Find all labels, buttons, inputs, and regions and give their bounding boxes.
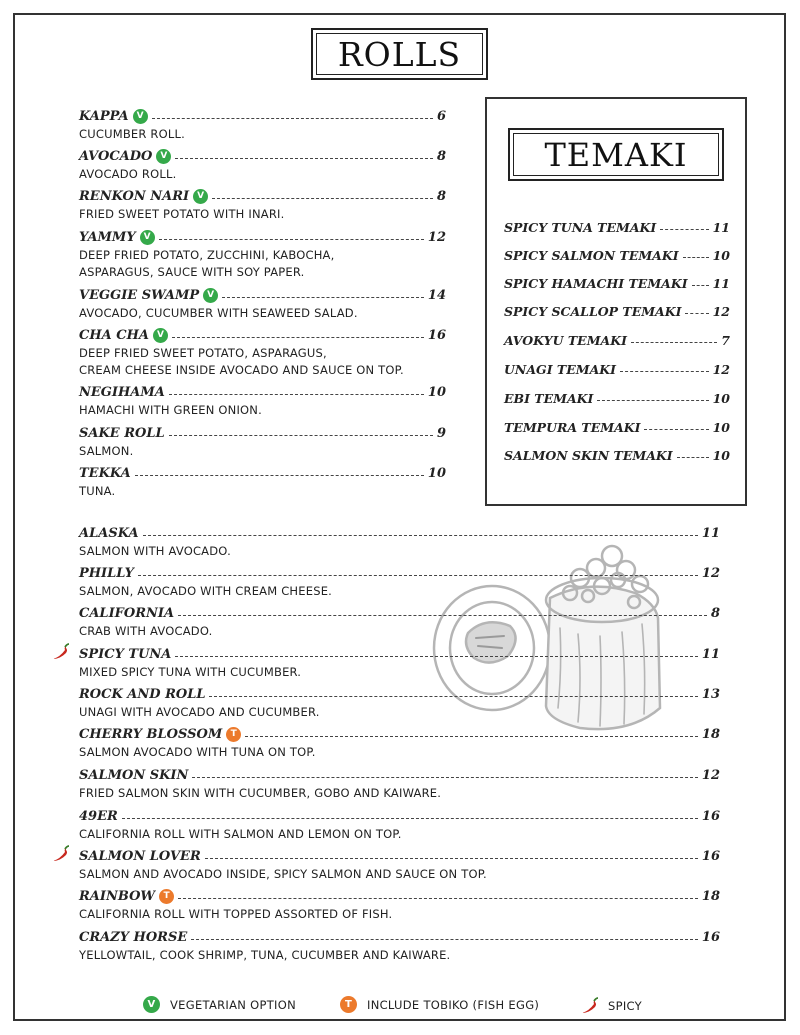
item-name: KAPPA [79, 109, 129, 124]
legend-label: VEGETARIAN OPTION [170, 997, 296, 1012]
item-price: 12 [427, 230, 446, 245]
rolls-title: ROLLS [337, 35, 462, 74]
chili-pepper-icon [51, 844, 71, 864]
menu-item-sake-roll [79, 424, 446, 460]
leader-dots [169, 394, 424, 395]
item-description: TUNA. [79, 484, 116, 498]
leader-dots [135, 475, 424, 476]
leader-dots [685, 313, 708, 314]
vegetarian-icon: V [133, 109, 148, 124]
item-name: SPICY SALMON TEMAKI [504, 247, 679, 263]
item-price: 14 [427, 288, 446, 303]
item-price: 18 [701, 889, 720, 904]
item-price: 10 [712, 390, 730, 406]
item-price: 7 [721, 332, 730, 348]
item-description: SALMON. [79, 444, 134, 458]
item-price: 9 [436, 426, 446, 441]
menu-item-yammy [79, 228, 446, 281]
vegetarian-icon: V [203, 288, 218, 303]
item-name: TEKKA [79, 466, 131, 481]
item-name: SPICY TUNA [79, 647, 172, 662]
temaki-item-spicy-salmon [504, 246, 730, 264]
tobiko-icon: T [226, 727, 241, 742]
item-name: SALMON SKIN [79, 768, 189, 783]
item-name: SPICY TUNA TEMAKI [504, 219, 657, 235]
item-name: SAKE ROLL [79, 426, 165, 441]
menu-item-philly [79, 564, 720, 600]
leader-dots [122, 818, 698, 819]
rolls-title-box [311, 28, 488, 80]
item-name: NEGIHAMA [79, 385, 165, 400]
leader-dots [212, 198, 433, 199]
item-description: HAMACHI WITH GREEN ONION. [79, 403, 262, 417]
vegetarian-icon: V [153, 328, 168, 343]
menu-item-rock-and-roll [79, 685, 720, 721]
item-price: 10 [427, 385, 446, 400]
temaki-item-spicy-hamachi [504, 274, 730, 292]
item-price: 8 [436, 189, 446, 204]
legend-tobiko [340, 996, 539, 1013]
item-name: VEGGIE SWAMP [79, 288, 200, 303]
leader-dots [175, 656, 698, 657]
menu-item-tekka [79, 464, 446, 500]
item-name: UNAGI TEMAKI [504, 361, 616, 377]
legend-spicy [580, 996, 642, 1016]
item-price: 12 [701, 566, 720, 581]
item-description: SALMON AND AVOCADO INSIDE, SPICY SALMON AND SAUCE ON TOP. [79, 867, 487, 881]
item-name: RENKON NARI [79, 189, 190, 204]
tobiko-icon: T [340, 996, 357, 1013]
menu-item-spicy-tuna [79, 645, 720, 681]
vegetarian-icon: V [140, 230, 155, 245]
legend-label: SPICY [608, 999, 642, 1013]
item-description: MIXED SPICY TUNA WITH CUCUMBER. [79, 665, 302, 679]
item-name: ROCK AND ROLL [79, 687, 206, 702]
leader-dots [191, 939, 698, 940]
menu-item-salmon-lover [79, 847, 720, 883]
leader-dots [205, 858, 698, 859]
item-name: AVOCADO [79, 149, 153, 164]
item-price: 10 [712, 419, 730, 435]
item-name: CALIFORNIA [79, 606, 175, 621]
leader-dots [677, 457, 709, 458]
item-price: 10 [712, 247, 730, 263]
chili-pepper-icon [51, 642, 71, 662]
item-price: 12 [712, 303, 730, 319]
item-description: SALMON AVOCADO WITH TUNA ON TOP. [79, 745, 316, 759]
leader-dots [175, 158, 433, 159]
item-name: AVOKYU TEMAKI [504, 332, 627, 348]
item-description: YELLOWTAIL, COOK SHRIMP, TUNA, CUCUMBER AND KAIWARE. [79, 948, 451, 962]
item-description: UNAGI WITH AVOCADO AND CUCUMBER. [79, 705, 320, 719]
menu-item-crazy-horse [79, 928, 720, 964]
item-description: CALIFORNIA ROLL WITH TOPPED ASSORTED OF FISH. [79, 907, 393, 921]
item-description: DEEP FRIED SWEET POTATO, ASPARAGUS, CREAM CHEESE INSIDE AVOCADO AND SAUCE ON TOP. [79, 346, 404, 377]
leader-dots [172, 337, 424, 338]
item-description: SALMON, AVOCADO WITH CREAM CHEESE. [79, 584, 333, 598]
item-name: CRAZY HORSE [79, 930, 188, 945]
menu-item-salmon-skin [79, 766, 720, 802]
menu-item-kappa [79, 107, 446, 143]
item-description: DEEP FRIED POTATO, ZUCCHINI, KABOCHA, ASPARAGUS, SAUCE WITH SOY PAPER. [79, 248, 335, 279]
item-name: ALASKA [79, 526, 139, 541]
leader-dots [692, 285, 709, 286]
item-price: 16 [701, 809, 720, 824]
leader-dots [178, 615, 707, 616]
vegetarian-icon: V [193, 189, 208, 204]
item-name: EBI TEMAKI [504, 390, 594, 406]
temaki-item-spicy-tuna [504, 218, 730, 236]
item-price: 6 [436, 109, 446, 124]
item-name: SPICY HAMACHI TEMAKI [504, 275, 688, 291]
leader-dots [597, 400, 708, 401]
item-price: 18 [701, 727, 720, 742]
item-price: 16 [701, 849, 720, 864]
item-price: 8 [436, 149, 446, 164]
item-name: SALMON LOVER [79, 849, 201, 864]
menu-item-cha-cha [79, 326, 446, 379]
item-price: 11 [712, 275, 730, 291]
item-price: 10 [427, 466, 446, 481]
temaki-item-ebi [504, 389, 730, 407]
item-name: PHILLY [79, 566, 134, 581]
temaki-item-spicy-scallop [504, 302, 730, 320]
item-description: AVOCADO ROLL. [79, 167, 177, 181]
leader-dots [245, 736, 698, 737]
leader-dots [138, 575, 698, 576]
item-price: 16 [701, 930, 720, 945]
vegetarian-icon: V [156, 149, 171, 164]
tobiko-icon: T [159, 889, 174, 904]
menu-item-avocado [79, 147, 446, 183]
item-name: 49ER [79, 809, 118, 824]
item-price: 16 [427, 328, 446, 343]
temaki-item-salmon-skin [504, 446, 730, 464]
leader-dots [192, 777, 698, 778]
temaki-title: TEMAKI [544, 136, 688, 174]
item-price: 8 [710, 606, 720, 621]
item-description: FRIED SALMON SKIN WITH CUCUMBER, GOBO AND KAIWARE. [79, 786, 442, 800]
item-description: CUCUMBER ROLL. [79, 127, 185, 141]
leader-dots [159, 239, 424, 240]
leader-dots [660, 229, 708, 230]
menu-item-rainbow [79, 887, 720, 923]
item-name: YAMMY [79, 230, 136, 245]
item-price: 13 [701, 687, 720, 702]
item-price: 11 [712, 219, 730, 235]
leader-dots [209, 696, 697, 697]
item-name: CHERRY BLOSSOM [79, 727, 223, 742]
menu-item-renkon-nari [79, 187, 446, 223]
leader-dots [178, 898, 698, 899]
leader-dots [169, 435, 433, 436]
legend-label: INCLUDE TOBIKO (FISH EGG) [367, 997, 540, 1012]
leader-dots [620, 371, 709, 372]
menu-item-cherry-blossom [79, 725, 720, 761]
temaki-item-unagi [504, 360, 730, 378]
item-price: 11 [701, 526, 720, 541]
item-price: 12 [701, 768, 720, 783]
item-description: AVOCADO, CUCUMBER WITH SEAWEED SALAD. [79, 306, 358, 320]
leader-dots [143, 535, 698, 536]
leader-dots [644, 429, 708, 430]
menu-item-alaska [79, 524, 720, 560]
item-description: SALMON WITH AVOCADO. [79, 544, 231, 558]
item-name: CHA CHA [79, 328, 149, 343]
menu-item-veggie-swamp [79, 286, 446, 322]
leader-dots [631, 342, 717, 343]
leader-dots [222, 297, 424, 298]
menu-item-49er [79, 807, 720, 843]
menu-item-negihama [79, 383, 446, 419]
item-price: 11 [701, 647, 720, 662]
vegetarian-icon: V [143, 996, 160, 1013]
legend-vegetarian [143, 996, 296, 1013]
temaki-item-avokyu [504, 331, 730, 349]
item-description: FRIED SWEET POTATO WITH INARI. [79, 207, 285, 221]
temaki-title-box [508, 128, 724, 181]
leader-dots [683, 257, 709, 258]
item-description: CRAB WITH AVOCADO. [79, 624, 213, 638]
leader-dots [152, 118, 433, 119]
temaki-item-tempura [504, 418, 730, 436]
menu-item-california [79, 604, 720, 640]
item-name: SPICY SCALLOP TEMAKI [504, 303, 682, 319]
item-name: TEMPURA TEMAKI [504, 419, 641, 435]
chili-pepper-icon [580, 996, 600, 1016]
item-name: RAINBOW [79, 889, 156, 904]
item-price: 10 [712, 447, 730, 463]
item-price: 12 [712, 361, 730, 377]
item-name: SALMON SKIN TEMAKI [504, 447, 673, 463]
item-description: CALIFORNIA ROLL WITH SALMON AND LEMON ON TOP. [79, 827, 402, 841]
